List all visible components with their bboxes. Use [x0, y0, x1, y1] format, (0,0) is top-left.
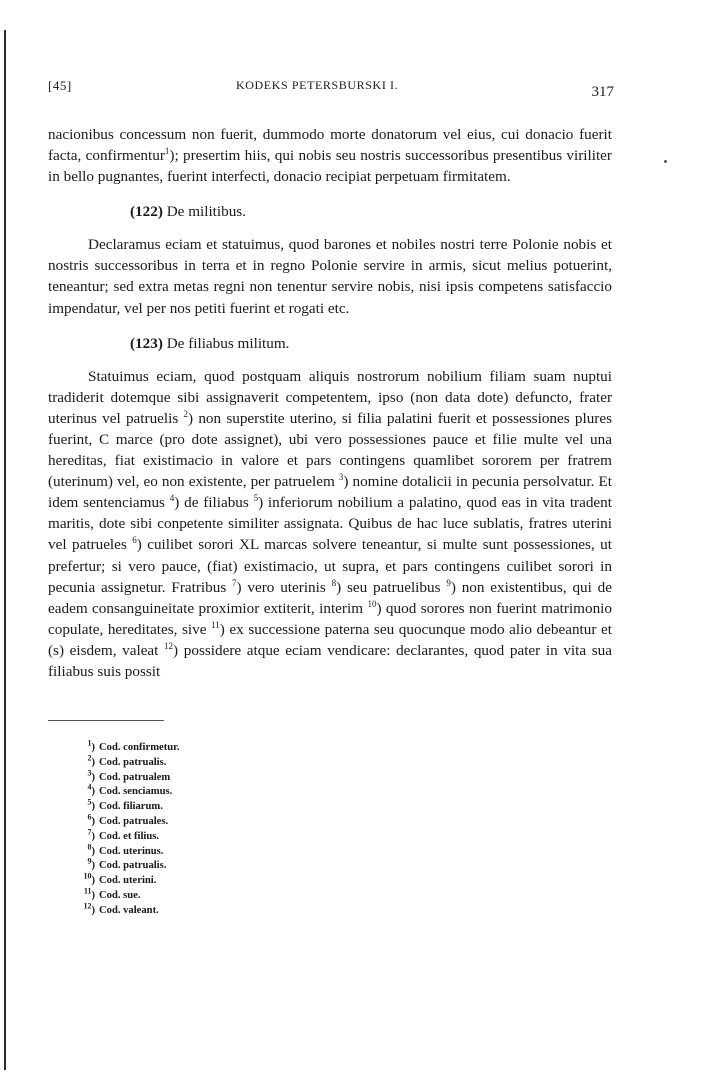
- footnote: [82, 827, 612, 845]
- footnote: [82, 856, 612, 874]
- footnote-mark: $^{12}$): [83, 901, 95, 916]
- body-paragraph: Statuimus eciam, quod postquam aliquis nostrorum nobilium filiam suam nuptui tradiderit dotemque sibi assignaverit competentem, ipso (non data dote) defuncto, frater uterinus vel patruelis $^2$) non superstite uterino, si filia palatini fuerit et possessiones plures fuerint, C marce (pro dote assignet), ubi vero possessiones pauce et filie multe vel una hereditas, fiat existimacio in valore et pars contingens quamlibet sororem per fratrem (uterinum) vel, eo non existente, per patruelem $^3$) nomine dotalicii in pecunia persolvatur. Et idem sentenciamus $^4$) de filiabus $^5$) inferiorum nobilium a palatino, quod eas in vita tradent maritis, dote sibi conpetente similiter assignata. Quibus de hac luce sublatis, fratres uterini vel patrueles $^6$) cuilibet sorori XL marcas solvere teneantur, si multe sunt possessiones, ut prefertur; si vero pauce, (fiat) existimacio, ut supra, et pars contingens cuilibet sorori in pecunia assignetur. Fratribus $^7$) vero uterinis $^8$) seu patruelibus $^9$) non existentibus, qui de eadem consanguineitate proximior extiterit, interim $^{10}$) quod sorores non fuerint matrimonio copulate, hereditates, sive $^{11}$) ex successione paterna seu quocunque modo alio debeantur et (s) eisdem, valeat $^{12}$) possidere atque eciam vendicare: declarantes, quod pater in vita sua filiabus suis possit: [48, 367, 613, 680]
- binding-edge: [4, 30, 6, 1070]
- footnote-reference: 9: [446, 577, 451, 588]
- footnote: [82, 738, 612, 756]
- footnote-reference: 7: [232, 577, 237, 588]
- footnote: [82, 753, 612, 771]
- footnote-reference: 10: [367, 598, 377, 609]
- footnote-reference: 6: [132, 535, 137, 546]
- footnote: [82, 886, 612, 904]
- footnote-rule: [48, 720, 164, 721]
- footnote-reference: 12: [164, 640, 174, 651]
- footnote: [82, 812, 612, 830]
- footnote-text: Cod. patrualis.: [99, 756, 167, 768]
- footnote-mark: $^7$): [87, 827, 95, 842]
- footnote-text: Cod. sue.: [99, 890, 141, 902]
- footnote-mark: $^3$): [87, 768, 95, 783]
- footnote-text: Cod. patrualem: [99, 771, 171, 783]
- footnote-text: Cod. confirmetur.: [99, 742, 180, 754]
- footnote-reference: 1: [164, 146, 170, 157]
- footnote-reference: 3: [338, 472, 344, 483]
- footnote-mark: $^9$): [87, 856, 95, 872]
- section-number: (123): [130, 334, 163, 352]
- footnote-reference: 4: [169, 493, 175, 504]
- footnote-mark: $^{10}$): [83, 871, 95, 887]
- footnote-mark: $^6$): [87, 812, 95, 828]
- footnote: [82, 782, 612, 800]
- footnote: [82, 871, 612, 889]
- running-header: [48, 70, 612, 100]
- footnote-text: Cod. et filius.: [99, 830, 160, 842]
- footnote-mark: $^{11}$): [83, 886, 95, 902]
- page-number: 317: [591, 84, 614, 100]
- footnote-text: Cod. valeant.: [99, 904, 159, 916]
- footnote-text: Cod. uterini.: [99, 875, 157, 887]
- footnote-mark: $^5$): [87, 797, 95, 813]
- ink-speck: [664, 160, 667, 163]
- footnote-reference: 2: [183, 408, 189, 419]
- footnote-mark: $^8$): [87, 842, 95, 857]
- page-reference: [45]: [48, 78, 72, 93]
- footnote-text: Cod. patruales.: [99, 816, 169, 828]
- footnote: [82, 797, 612, 815]
- body-paragraph: Declaramus eciam et statuimus, quod barones et nobiles nostri terre Polonie nobis et nostris successoribus in terra et in regno Polonie servire in armis, sicut melius potuerint, teneantur; sed extra metas regni non tenentur servire nobis, nisi ipsis competens satisfaccio impendatur, vel per nos petiti fuerint et rogati etc.: [48, 236, 612, 317]
- section-title: De filiabus militum.: [162, 334, 290, 352]
- footnote: [82, 901, 612, 919]
- footnote-mark: $^2$): [87, 753, 95, 768]
- footnote-reference: 8: [331, 577, 337, 588]
- footnote-reference: 11: [211, 619, 220, 630]
- footnote-reference: 5: [253, 493, 259, 504]
- footnotes: [82, 738, 612, 919]
- section-number: (122): [130, 203, 163, 221]
- section-heading: [130, 333, 612, 354]
- footnote: [82, 768, 612, 786]
- running-title: KODEKS PETERSBURSKI I.: [236, 78, 399, 92]
- footnote-text: Cod. senciamus.: [99, 786, 173, 798]
- section-heading: [130, 201, 612, 222]
- section-title: De militibus.: [162, 203, 247, 221]
- body-paragraph: nacionibus concessum non fuerit, dummodo morte donatorum vel eius, cui donacio fuerit facta, confirmentur$^1$); presertim hiis, qui nobis seu nostris successoribus presentibus viriliter in bello pugnantes, fuerint interfecti, donacio recipiat perpetuam firmitatem.: [48, 126, 612, 186]
- footnote-text: Cod. filiarum.: [99, 801, 163, 813]
- footnote-mark: $^1$): [87, 738, 95, 754]
- page: [48, 70, 612, 919]
- footnote-text: Cod. patrualis.: [99, 860, 167, 872]
- footnote: [82, 842, 612, 860]
- footnote-text: Cod. uterinus.: [99, 845, 164, 857]
- body-text: [48, 124, 612, 682]
- footnote-mark: $^4$): [87, 782, 95, 798]
